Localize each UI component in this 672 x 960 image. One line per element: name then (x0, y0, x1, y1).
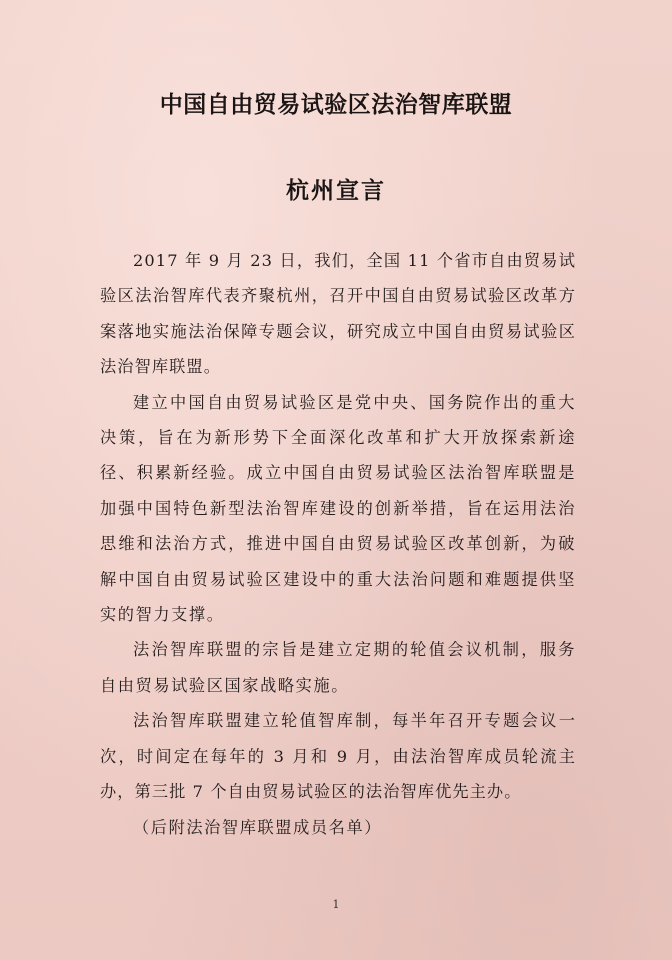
page-number: 1 (332, 898, 340, 911)
paragraph-purpose: 建立中国自由贸易试验区是党中央、国务院作出的重大决策，旨在为新形势下全面深化改革和扩大开放探索新途径、积累新经验。成立中国自由贸易试验区法治智库联盟是加强中国特色新型法治智库建设的创新举措，旨在运用法治思维和法治方式，推进中国自由贸易试验区改革创新，为破解中国自由贸易试验区建设中的重大法治问题和难题提供坚实的智力支撑。 (100, 392, 576, 625)
paragraph-date-meeting: 2017 年 9 月 23 日，我们，全国 11 个省市自由贸易试验区法治智库代表齐聚杭州，召开中国自由贸易试验区改革方案落地实施法治保障专题会议，研究成立中国自由贸易试验区法治智库联盟。 (100, 251, 576, 377)
paragraph-rotation: 法治智库联盟建立轮值智库制，每半年召开专题会议一次，时间定在每年的 3 月和 9 月，由法治智库成员轮流主办，第三批 7 个自由贸易试验区的法治智库优先主办。 (100, 711, 576, 802)
paragraph-mission: 法治智库联盟的宗旨是建立定期的轮值会议机制，服务自由贸易试验区国家战略实施。 (100, 640, 576, 695)
document-title: 中国自由贸易试验区法治智库联盟 (159, 92, 513, 118)
document-subtitle: 杭州宣言 (286, 178, 386, 204)
member-list-note: （后附法治智库联盟成员名单） (133, 817, 383, 837)
document-body (100, 243, 576, 845)
